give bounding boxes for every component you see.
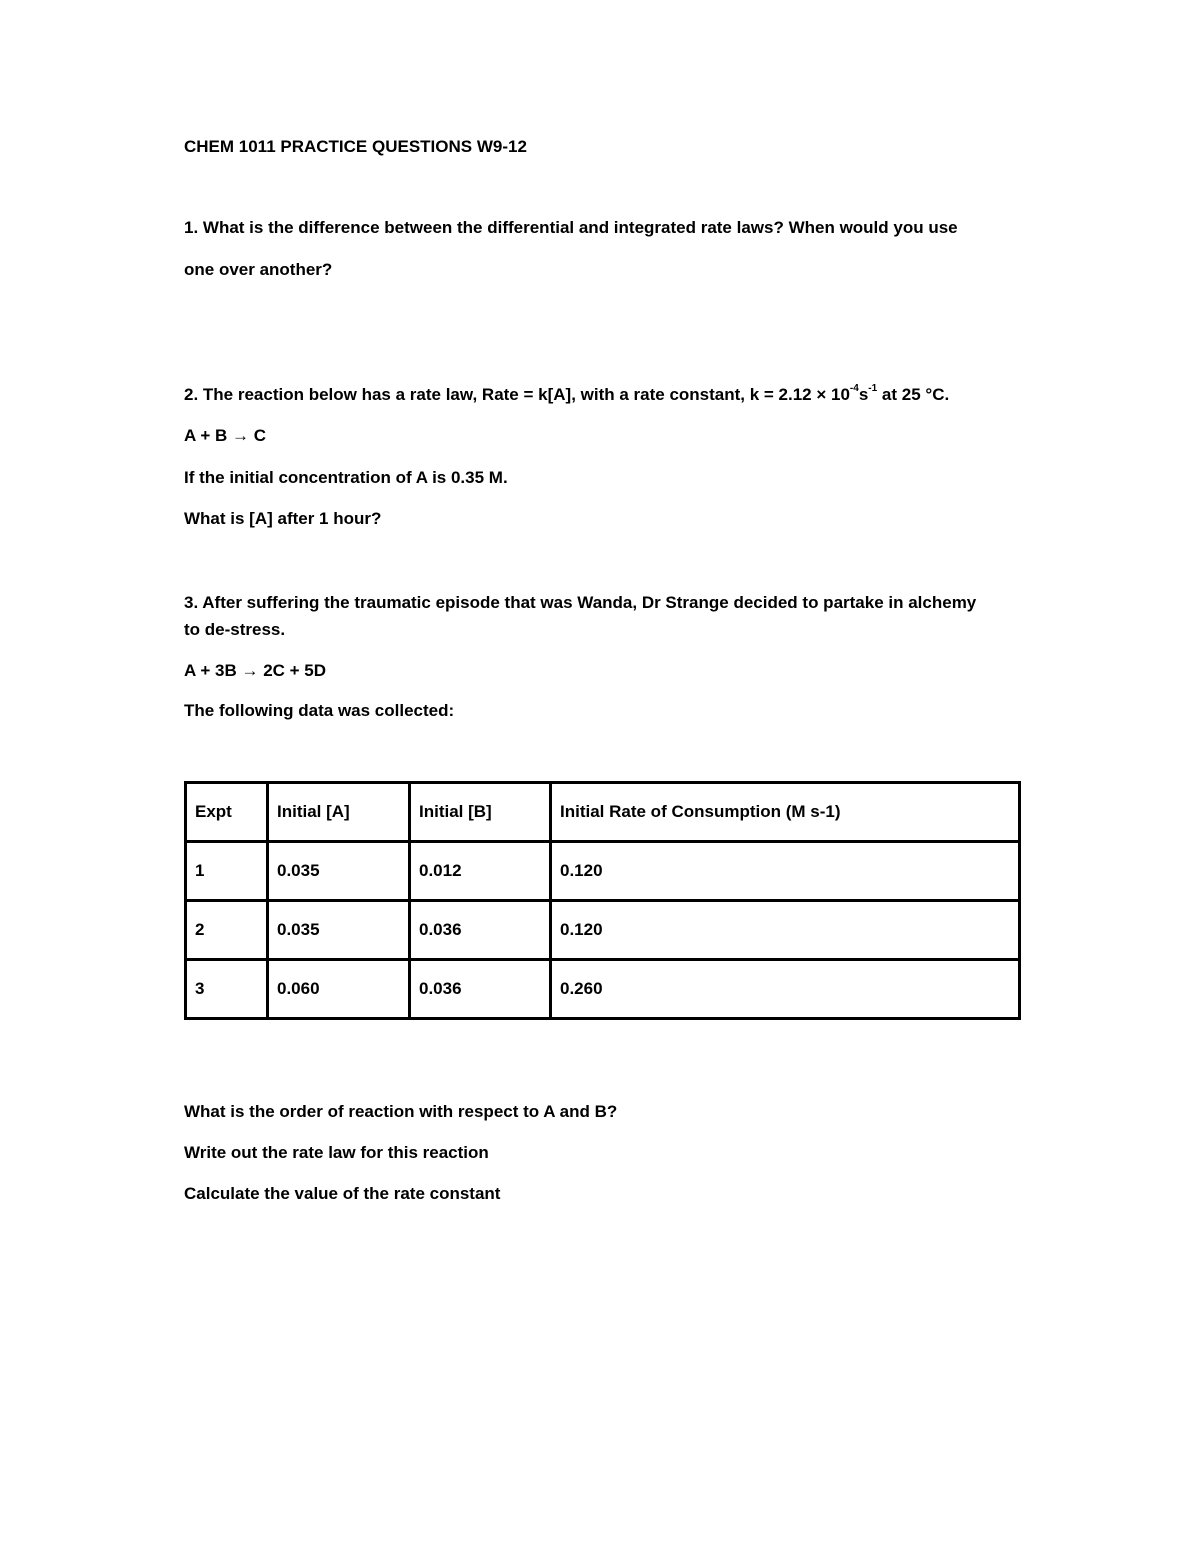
question-1-line-1: 1. What is the difference between the differential and integrated rate laws? When would you use [184,218,958,237]
header-initial-b: Initial [B] [410,783,551,842]
cell-initial-b: 0.012 [410,842,551,901]
header-initial-a: Initial [A] [268,783,410,842]
cell-initial-a: 0.035 [268,842,410,901]
rate-constant-exponent: -4 [849,383,859,395]
question-3-equation: A + 3B → 2C + 5D [184,661,327,680]
question-3-data-intro: The following data was collected: [184,701,455,720]
cell-initial-rate: 0.120 [551,842,1020,901]
header-expt: Expt [186,783,268,842]
unit-exponent: -1 [868,383,878,395]
cell-initial-a: 0.060 [268,960,410,1019]
rate-data-table [184,781,1021,1020]
question-2-given: If the initial concentration of A is 0.35 M. [184,468,508,487]
cell-expt: 2 [186,901,268,960]
page-title: CHEM 1011 PRACTICE QUESTIONS W9-12 [184,137,527,156]
question-1-line-2: one over another? [184,260,333,279]
rate-constant-unit: s [858,385,869,404]
question-2-question: What is [A] after 1 hour? [184,509,382,528]
question-3-line-2: to de-stress. [184,620,286,639]
cell-expt: 3 [186,960,268,1019]
cell-initial-rate: 0.120 [551,901,1020,960]
followup-question-order: What is the order of reaction with respect to A and B? [184,1102,618,1121]
table-header-row [186,783,1020,842]
cell-expt: 1 [186,842,268,901]
header-initial-rate: Initial Rate of Consumption (M s-1) [551,783,1020,842]
cell-initial-rate: 0.260 [551,960,1020,1019]
cell-initial-b: 0.036 [410,901,551,960]
cell-initial-b: 0.036 [410,960,551,1019]
cell-initial-a: 0.035 [268,901,410,960]
followup-question-rate-constant: Calculate the value of the rate constant [184,1184,501,1203]
question-2-intro [184,384,949,406]
table-row [186,901,1020,960]
question-2-text-start: 2. The reaction below has a rate law, Rate = k[A], with a rate constant, k = 2.12 × 10 [184,385,850,404]
question-2-text-end: at 25 °C. [877,385,950,404]
table-row [186,842,1020,901]
question-2-equation: A + B → C [184,426,267,445]
table-row [186,960,1020,1019]
followup-question-rate-law: Write out the rate law for this reaction [184,1143,489,1162]
question-3-line-1: 3. After suffering the traumatic episode that was Wanda, Dr Strange decided to partake in alchemy [184,593,977,612]
